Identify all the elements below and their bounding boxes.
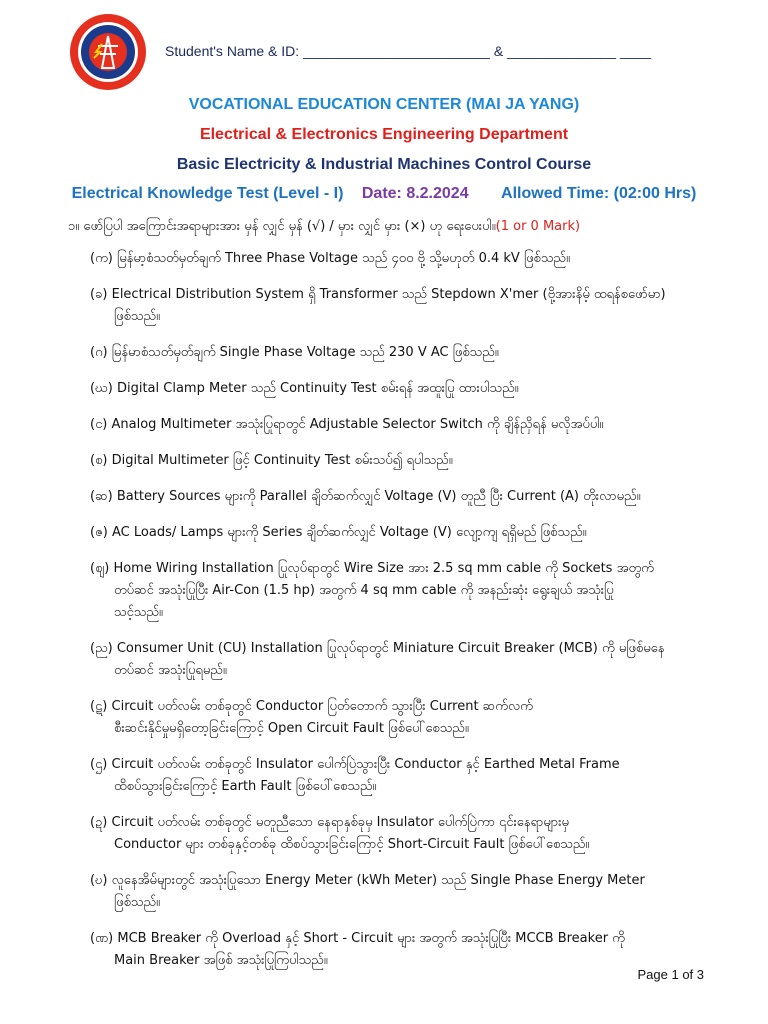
question-list	[90, 248, 705, 986]
item-text: Consumer Unit (CU) Installation ပြုလုပ်ရာတွင် Miniature Circuit Breaker (MCB) ကို မဖြစ်မနေ	[116, 641, 665, 656]
list-item	[90, 928, 705, 972]
item-label: (ဏ)	[90, 931, 114, 946]
item-label: (ဈ)	[90, 561, 110, 576]
item-text-cont: စီးဆင်းနိုင်မှုမရှိတော့ခြင်းကြောင့် Open Circuit Fault ဖြစ်ပေါ်စေသည်။	[114, 721, 469, 736]
item-label: (င)	[90, 417, 108, 432]
item-text: Circuit ပတ်လမ်း တစ်ခုတွင် မတူညီသော နေရာနှစ်ခုမှ Insulator ပေါက်ပြဲကာ ၎င်းနေရာများမှ	[111, 815, 569, 830]
logo-emblem-icon	[68, 12, 148, 92]
list-item	[90, 414, 705, 436]
item-text: AC Loads/ Lamps များကို Series ချိတ်ဆက်လျှင် Voltage (V) လျော့ကျ ရရှိမည် ဖြစ်သည်။	[112, 525, 587, 540]
instruction-mark: (1 or 0 Mark)	[495, 219, 581, 234]
list-item	[90, 342, 705, 364]
item-text: Circuit ပတ်လမ်း တစ်ခုတွင် Insulator ပေါက်ပြဲသွားပြီး Conductor နှင့် Earthed Metal Frame	[111, 757, 620, 772]
item-text-cont: တပ်ဆင် အသုံးပြုပြီး Air-Con (1.5 hp) အတွက် 4 sq mm cable ကို အနည်းဆုံး ရွေးချယ် အသုံးပြု	[114, 583, 614, 598]
item-label: (ဍ)	[90, 815, 108, 830]
item-text-cont: ဖြစ်သည်။	[114, 895, 160, 910]
item-label: (စ)	[90, 453, 108, 468]
item-text: မြန်မာစံသတ်မှတ်ချက် Single Phase Voltage သည် 230 V AC ဖြစ်သည်။	[111, 345, 499, 360]
item-label: (ဇ)	[90, 525, 108, 540]
department-title: Electrical & Electronics Engineering Department	[199, 126, 569, 143]
page-number: Page 1 of 3	[637, 967, 704, 982]
item-text-cont: ထိစပ်သွားခြင်းကြောင့် Earth Fault ဖြစ်ပေါ်စေသည်။	[114, 779, 377, 794]
item-text-cont: ဖြစ်သည်။	[114, 309, 160, 324]
instruction-text: ၁။ ဖော်ပြပါ အကြောင်းအရာများအား မှန် လျှင် မှန် (√) / မှား လျှင် မှား (×) ဟု ရေးပေးပါ။	[68, 219, 496, 234]
item-text: မြန်မာ့စံသတ်မှတ်ချက် Three Phase Voltage သည် ၄၀၀ ဗို့ သို့မဟုတ် 0.4 kV ဖြစ်သည်။	[117, 251, 570, 266]
item-text: Circuit ပတ်လမ်း တစ်ခုတွင် Conductor ပြတ်တောက် သွားပြီး Current ဆက်လက်	[111, 699, 533, 714]
item-text: Digital Multimeter ဖြင့် Continuity Test စမ်းသပ်၍ ရပါသည်။	[111, 453, 453, 468]
list-item	[90, 378, 705, 400]
item-text-cont: သင့်သည်။	[114, 605, 163, 620]
list-item	[90, 248, 705, 270]
item-label: (ည)	[90, 641, 113, 656]
item-label: (ဆ)	[90, 489, 113, 504]
list-item	[90, 812, 705, 856]
item-label: (ဎ)	[90, 873, 108, 888]
list-item	[90, 638, 705, 682]
item-label: (ဌ)	[90, 757, 108, 772]
allowed-time: Allowed Time: (02:00 Hrs)	[501, 185, 697, 202]
test-date: Date: 8.2.2024	[361, 185, 469, 202]
item-text: လူနေအိမ်များတွင် အသုံးပြုသော Energy Meter (kWh Meter) သည် Single Phase Energy Meter	[111, 873, 645, 888]
item-text: Home Wiring Installation ပြုလုပ်ရာတွင် Wire Size အား 2.5 sq mm cable ကို Sockets အတွက်	[113, 561, 654, 576]
item-text-cont: Main Breaker အဖြစ် အသုံးပြုကြပါသည်။	[114, 953, 328, 968]
item-text: Analog Multimeter အသုံးပြုရာတွင် Adjustable Selector Switch ကို ချိန်ညှိရန် မလိုအပ်ပါ။	[111, 417, 604, 432]
list-item	[90, 754, 705, 798]
test-level: Electrical Knowledge Test (Level - I)	[71, 185, 344, 202]
list-item	[90, 486, 705, 508]
item-text: MCB Breaker ကို Overload နှင့် Short - Circuit များ အတွက် အသုံးပြုပြီး MCCB Breaker ကို	[117, 931, 625, 946]
item-text: Digital Clamp Meter သည် Continuity Test စမ်းရန် အထူးပြု ထားပါသည်။	[116, 381, 519, 396]
item-label: (ဋ)	[90, 699, 108, 714]
list-item	[90, 696, 705, 740]
list-item	[90, 522, 705, 544]
instruction	[68, 218, 728, 237]
item-label: (ဃ)	[90, 381, 113, 396]
list-item	[90, 450, 705, 472]
item-text: Battery Sources များကို Parallel ချိတ်ဆက်လျှင် Voltage (V) တူညီ ပြီး Current (A) တိုးလာမည်။	[116, 489, 641, 504]
list-item	[90, 870, 705, 914]
list-item	[90, 558, 705, 624]
course-title: Basic Electricity & Industrial Machines Control Course	[176, 156, 592, 173]
item-text-cont: Conductor များ တစ်ခုနှင့်တစ်ခု ထိစပ်သွားခြင်းကြောင့် Short-Circuit Fault ဖြစ်ပေါ်စေသည်။	[114, 837, 590, 852]
center-title: VOCATIONAL EDUCATION CENTER (MAI JA YANG)	[188, 96, 580, 113]
list-item	[90, 284, 705, 328]
test-info-line	[0, 185, 768, 203]
item-label: (ဂ)	[90, 345, 108, 360]
student-name-id-line: Student's Name & ID: ________________________ & ______________ ____	[165, 43, 652, 59]
item-text: Electrical Distribution System ရှိ Transformer သည် Stepdown X'mer (ဗို့အားနိမ့် ထရန်စဖော်မာ)	[111, 287, 666, 302]
school-logo	[68, 12, 148, 92]
item-label: (က)	[90, 251, 113, 266]
item-text-cont: တပ်ဆင် အသုံးပြုရမည်။	[114, 663, 227, 678]
item-label: (ခ)	[90, 287, 108, 302]
